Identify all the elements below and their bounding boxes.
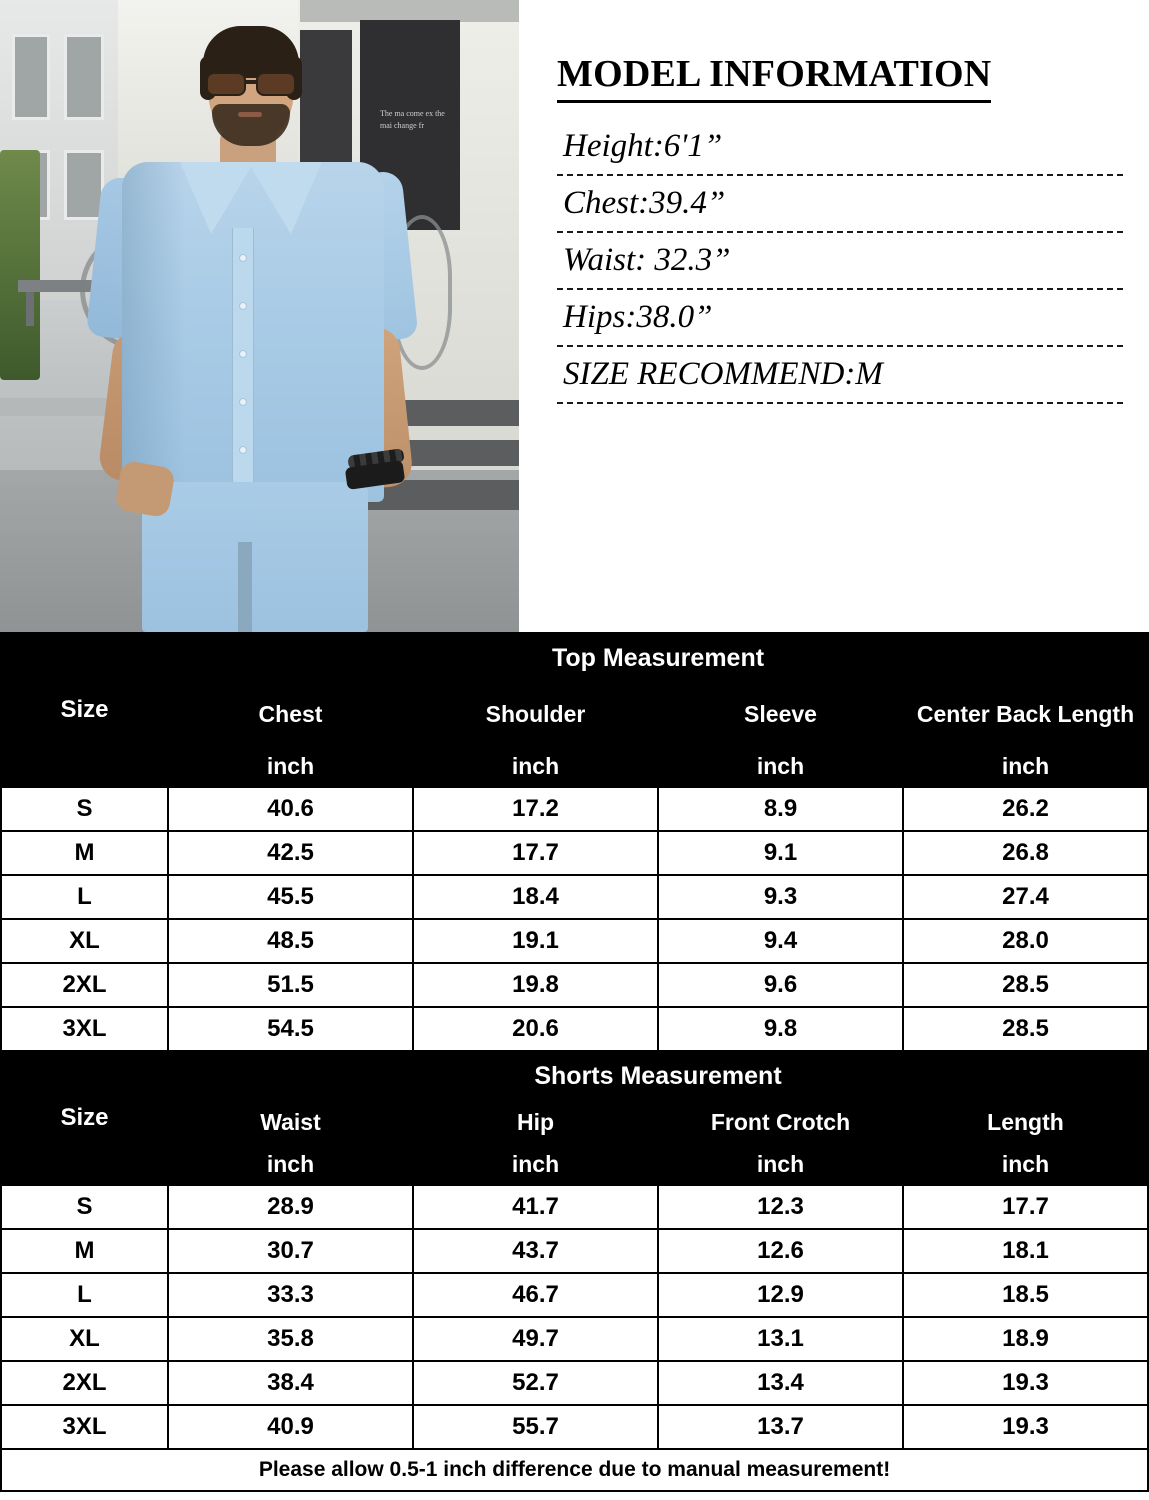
row-size: L <box>1 875 168 919</box>
cell-sleeve: 9.4 <box>658 919 903 963</box>
shorts <box>142 482 368 632</box>
table-row <box>1 831 1148 875</box>
cell-center-back-length: 28.5 <box>903 1007 1148 1051</box>
top-col-shoulder: Shoulder <box>413 683 658 745</box>
shorts-unit-waist: inch <box>168 1143 413 1185</box>
shirt <box>122 162 384 502</box>
lips <box>238 112 262 117</box>
cell-waist: 38.4 <box>168 1361 413 1405</box>
row-size: XL <box>1 1317 168 1361</box>
shorts-size-header: Size <box>1 1051 168 1185</box>
shirt-button <box>239 350 247 358</box>
table-row <box>1 1317 1148 1361</box>
top-unit-shoulder: inch <box>413 745 658 787</box>
shorts-column-header-row <box>1 1101 1148 1143</box>
cell-sleeve: 9.3 <box>658 875 903 919</box>
model-waist-row: Waist: 32.3” <box>557 233 1123 290</box>
cell-front-crotch: 12.3 <box>658 1185 903 1229</box>
window <box>64 34 104 120</box>
table-row <box>1 787 1148 831</box>
row-size: 3XL <box>1 1007 168 1051</box>
storefront-sign: The ma come ex the mai change fr <box>380 109 445 130</box>
table-row <box>1 875 1148 919</box>
model-information-panel <box>519 0 1149 632</box>
top-measurement-band: Top Measurement <box>168 633 1148 683</box>
cell-waist: 28.9 <box>168 1185 413 1229</box>
top-unit-sleeve: inch <box>658 745 903 787</box>
cell-center-back-length: 26.8 <box>903 831 1148 875</box>
cell-front-crotch: 13.1 <box>658 1317 903 1361</box>
model-hips-row: Hips:38.0” <box>557 290 1123 347</box>
row-size: S <box>1 1185 168 1229</box>
top-band-row <box>1 633 1148 683</box>
shorts-band-row <box>1 1051 1148 1101</box>
window <box>12 34 50 120</box>
cell-chest: 42.5 <box>168 831 413 875</box>
cell-length: 18.1 <box>903 1229 1148 1273</box>
size-recommend-row: SIZE RECOMMEND:M <box>557 347 1123 404</box>
cell-shoulder: 20.6 <box>413 1007 658 1051</box>
footer-note: Please allow 0.5-1 inch difference due to manual measurement! <box>1 1449 1148 1491</box>
cell-hip: 46.7 <box>413 1273 658 1317</box>
hand-left <box>114 460 176 519</box>
model-information-title: MODEL INFORMATION <box>557 52 991 103</box>
row-size: 3XL <box>1 1405 168 1449</box>
cell-length: 18.9 <box>903 1317 1148 1361</box>
sunglass-lens-left <box>206 72 246 96</box>
row-size: S <box>1 787 168 831</box>
cell-waist: 30.7 <box>168 1229 413 1273</box>
cell-sleeve: 8.9 <box>658 787 903 831</box>
shorts-col-front-crotch: Front Crotch <box>658 1101 903 1143</box>
cell-hip: 55.7 <box>413 1405 658 1449</box>
cell-shoulder: 17.7 <box>413 831 658 875</box>
top-unit-row <box>1 745 1148 787</box>
row-size: 2XL <box>1 963 168 1007</box>
row-size: XL <box>1 919 168 963</box>
cell-front-crotch: 12.9 <box>658 1273 903 1317</box>
cell-hip: 52.7 <box>413 1361 658 1405</box>
shirt-button <box>239 446 247 454</box>
top-col-sleeve: Sleeve <box>658 683 903 745</box>
collar-right <box>248 162 322 234</box>
cell-center-back-length: 26.2 <box>903 787 1148 831</box>
top-col-center-back-length: Center Back Length <box>903 683 1148 745</box>
cell-waist: 35.8 <box>168 1317 413 1361</box>
cell-hip: 49.7 <box>413 1317 658 1361</box>
cell-sleeve: 9.6 <box>658 963 903 1007</box>
cell-front-crotch: 13.4 <box>658 1361 903 1405</box>
cell-length: 19.3 <box>903 1361 1148 1405</box>
top-column-header-row <box>1 683 1148 745</box>
table-row <box>1 1405 1148 1449</box>
shorts-col-waist: Waist <box>168 1101 413 1143</box>
top-section <box>0 0 1149 632</box>
shirt-button <box>239 254 247 262</box>
sunglasses-icon <box>204 72 300 96</box>
top-col-chest: Chest <box>168 683 413 745</box>
cell-hip: 43.7 <box>413 1229 658 1273</box>
top-unit-center-back-length: inch <box>903 745 1148 787</box>
table-row <box>1 1185 1148 1229</box>
top-unit-chest: inch <box>168 745 413 787</box>
cell-length: 17.7 <box>903 1185 1148 1229</box>
cell-center-back-length: 28.5 <box>903 963 1148 1007</box>
shorts-inseam <box>238 542 252 632</box>
shorts-measurement-band: Shorts Measurement <box>168 1051 1148 1101</box>
cell-chest: 51.5 <box>168 963 413 1007</box>
measurement-tables <box>0 632 1149 1492</box>
shorts-unit-row <box>1 1143 1148 1185</box>
shirt-shadow <box>122 162 186 502</box>
cell-sleeve: 9.1 <box>658 831 903 875</box>
cell-shoulder: 19.1 <box>413 919 658 963</box>
planter-hedge <box>0 150 40 380</box>
cell-chest: 48.5 <box>168 919 413 963</box>
cell-center-back-length: 28.0 <box>903 919 1148 963</box>
bench-leg <box>26 292 34 326</box>
size-chart-table <box>0 632 1149 1492</box>
shorts-unit-front-crotch: inch <box>658 1143 903 1185</box>
top-size-header: Size <box>1 633 168 787</box>
table-row <box>1 1273 1148 1317</box>
model-figure <box>100 12 430 632</box>
sunglass-lens-right <box>256 72 296 96</box>
cell-shoulder: 17.2 <box>413 787 658 831</box>
hair <box>203 26 299 78</box>
cell-chest: 54.5 <box>168 1007 413 1051</box>
shorts-unit-length: inch <box>903 1143 1148 1185</box>
table-row <box>1 919 1148 963</box>
row-size: L <box>1 1273 168 1317</box>
cell-chest: 45.5 <box>168 875 413 919</box>
cell-shoulder: 18.4 <box>413 875 658 919</box>
model-photo <box>0 0 519 632</box>
model-height-row: Height:6'1” <box>557 119 1123 176</box>
cell-center-back-length: 27.4 <box>903 875 1148 919</box>
shorts-col-hip: Hip <box>413 1101 658 1143</box>
cell-hip: 41.7 <box>413 1185 658 1229</box>
footer-note-row <box>1 1449 1148 1491</box>
shorts-col-length: Length <box>903 1101 1148 1143</box>
button-placket <box>232 228 254 500</box>
cell-length: 18.5 <box>903 1273 1148 1317</box>
cell-shoulder: 19.8 <box>413 963 658 1007</box>
cell-front-crotch: 12.6 <box>658 1229 903 1273</box>
row-size: M <box>1 831 168 875</box>
table-row <box>1 1361 1148 1405</box>
row-size: M <box>1 1229 168 1273</box>
shorts-unit-hip: inch <box>413 1143 658 1185</box>
cell-chest: 40.6 <box>168 787 413 831</box>
cell-front-crotch: 13.7 <box>658 1405 903 1449</box>
table-row <box>1 1007 1148 1051</box>
table-row <box>1 1229 1148 1273</box>
table-row <box>1 963 1148 1007</box>
shirt-button <box>239 302 247 310</box>
shirt-button <box>239 398 247 406</box>
collar-left <box>180 162 254 234</box>
cell-waist: 33.3 <box>168 1273 413 1317</box>
cell-waist: 40.9 <box>168 1405 413 1449</box>
model-chest-row: Chest:39.4” <box>557 176 1123 233</box>
cell-length: 19.3 <box>903 1405 1148 1449</box>
row-size: 2XL <box>1 1361 168 1405</box>
cell-sleeve: 9.8 <box>658 1007 903 1051</box>
